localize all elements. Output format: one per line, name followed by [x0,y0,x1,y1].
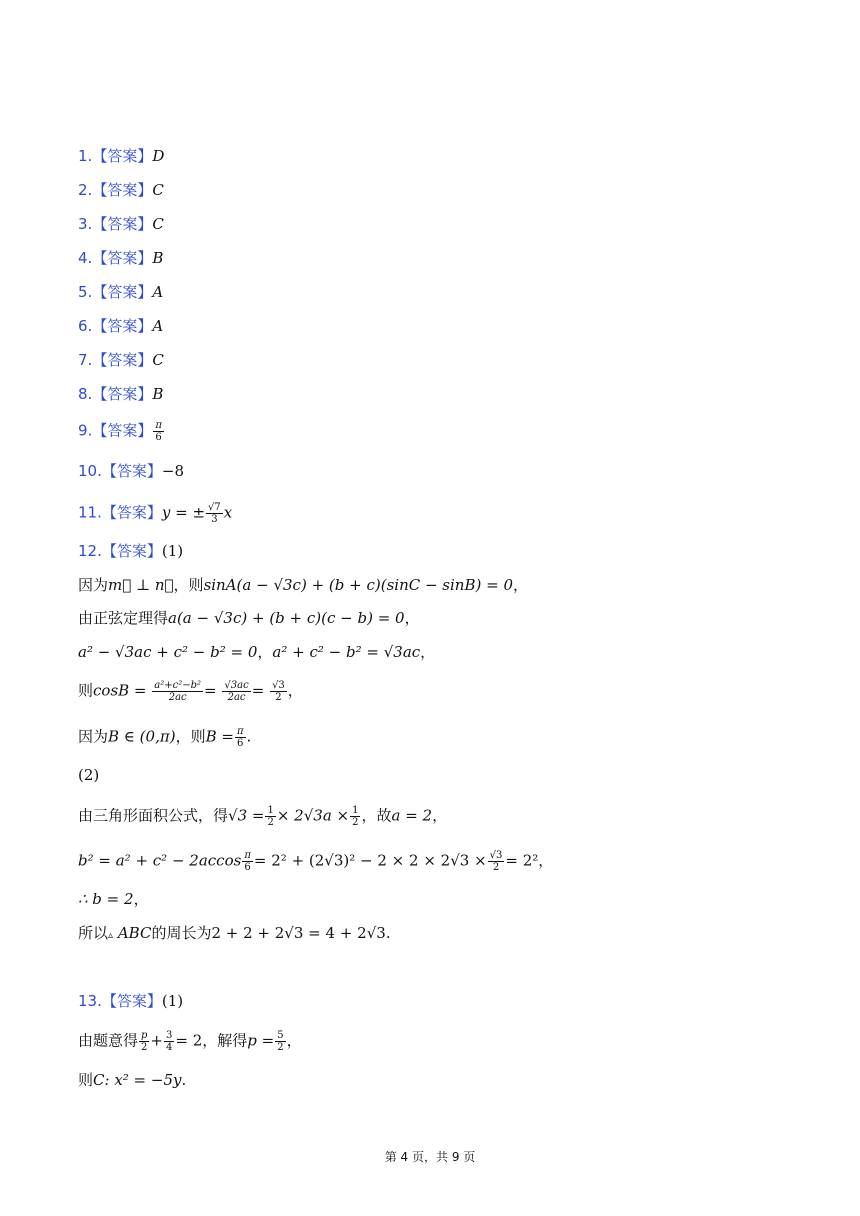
fraction: $\frac{\pi}{6}$ [244,850,251,873]
q13-line-2: 则C: x² = −5y. [78,1071,187,1089]
fraction: $\frac{3}{4}$ [166,1030,173,1053]
answer-8: 8.【答案】B [78,385,164,403]
q12-line-4: 则cosB = $\frac{\text{a²+c²−b²}}{2ac}$ = $\frac{√3ac}{2ac}$ = $\frac{√3}{2}$ ， [78,680,303,703]
answer-5: 5.【答案】A [78,283,164,301]
fraction: $\frac{√3ac}{2ac}$ [224,680,249,703]
q12-line-9: 所以▵ ABC的周长为2 + 2 + 2√3 = 4 + 2√3. [78,924,391,942]
q12-line-8: ∴ b = 2， [78,890,149,908]
q12-line-1: 因为m⃗ ⊥ n⃗，则sinA(a − √3c) + (b + c)(sinC − sinB) = 0， [78,576,529,594]
fraction: $\frac{\text{a²+c²−b²}}{2ac}$ [154,680,202,703]
q12-line-7: b² = a² + c² − 2accos $\frac{\pi}{6}$ = 2² + (2√3)² − 2 × 2 × 2√3 × $\frac{√3}{2}$ = 2²， [78,850,554,873]
answer-2: 2.【答案】C [78,181,164,199]
answer-10: 10.【答案】−8 [78,462,184,480]
answer-7: 7.【答案】C [78,351,164,369]
answer-1: 1.【答案】D [78,147,165,165]
q12-line-3: a² − √3ac + c² − b² = 0，a² + c² − b² = √3ac， [78,643,436,661]
q12-line-2: 由正弦定理得a(a − √3c) + (b + c)(c − b) = 0， [78,609,420,627]
q13-line-1: 由题意得 $\frac{p}{2}$ + $\frac{3}{4}$ = 2，解得p = $\frac{5}{2}$ ， [78,1030,302,1053]
fraction: $\frac{5}{2}$ [277,1030,284,1053]
fraction: $\frac{\pi}{6}$ [236,726,244,749]
answer-3: 3.【答案】C [78,215,164,233]
fraction: $\frac{√7}{3}$ [208,502,221,525]
answer-12-heading: 12.【答案】(1) [78,542,184,560]
answer-9: 9.【答案】 $\frac{\pi}{6}$ [78,420,162,443]
answer-6: 6.【答案】A [78,317,164,335]
fraction: $\frac{1}{2}$ [267,805,274,828]
q12-line-5: 因为B ∈ (0,π)，则B = $\frac{\pi}{6}$ . [78,726,252,749]
q12-line-6: 由三角形面积公式，得√3 = $\frac{1}{2}$ × 2√3a × $\frac{1}{2}$ ，故a = 2， [78,805,448,828]
fraction: $\frac{\pi}{6}$ [155,420,162,443]
fraction: $\frac{√3}{2}$ [272,680,285,703]
page-footer: 第 4 页，共 9 页 [384,1150,476,1164]
answer-13-heading: 13.【答案】(1) [78,992,184,1010]
fraction: $\frac{1}{2}$ [352,805,359,828]
answer-4: 4.【答案】B [78,249,164,267]
fraction: $\frac{√3}{2}$ [489,850,503,873]
answer-11: 11.【答案】y = ± $\frac{√7}{3}$ x [78,502,233,525]
fraction: $\frac{p}{2}$ [141,1030,148,1053]
q12-part-2: (2) [78,766,100,784]
